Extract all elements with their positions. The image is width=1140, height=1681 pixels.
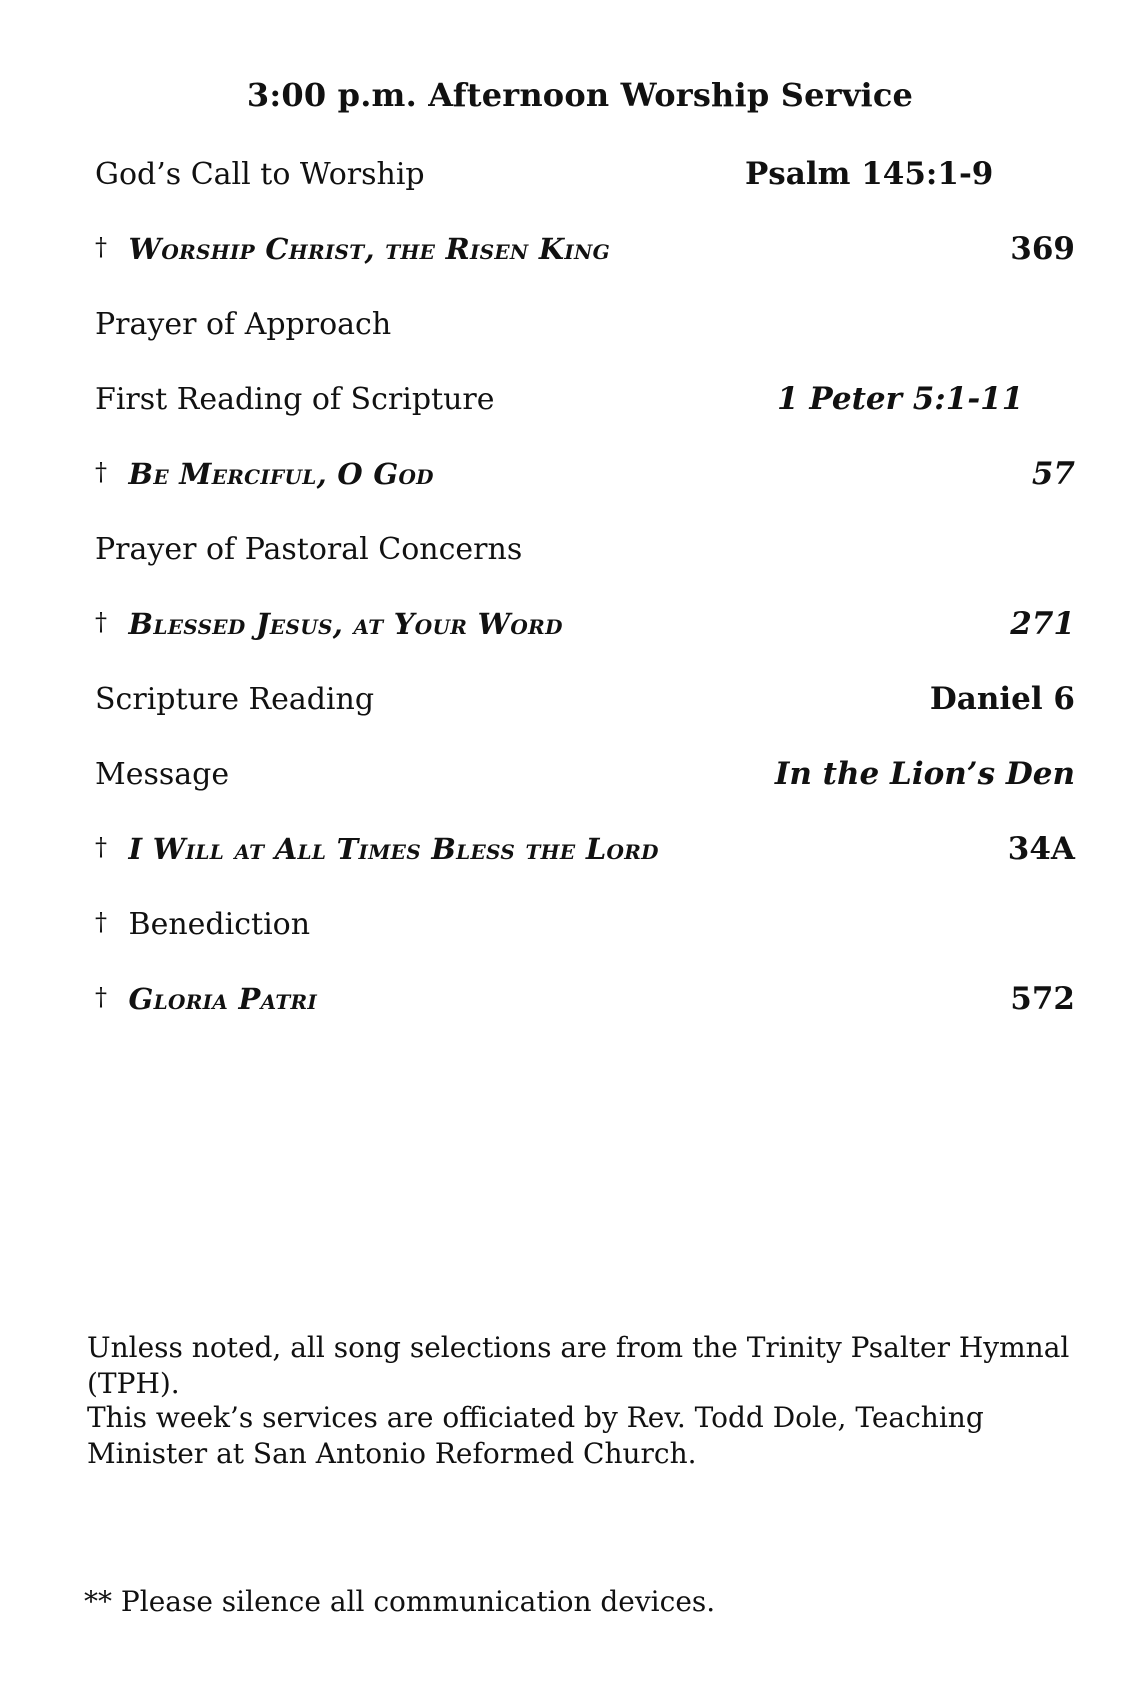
note-song-source: Unless noted, all song selections are from the Trinity Psalter Hymnal (TPH). — [87, 1331, 1070, 1400]
page-title: 3:00 p.m. Afternoon Worship Service — [246, 76, 914, 114]
hymn-title: Worship Christ, the Risen King — [128, 232, 611, 266]
dagger-mark: † — [95, 233, 107, 261]
order-item-scripture-reading — [95, 662, 1075, 737]
order-item-hymn-271 — [95, 587, 1075, 662]
order-item-message — [95, 737, 1075, 812]
dagger-mark: † — [95, 608, 107, 636]
order-item-prayer-of-approach — [95, 287, 1075, 362]
order-item-pastoral-prayer — [95, 512, 1075, 587]
hymn-number: 369 — [1010, 231, 1075, 267]
hymn-number: 57 — [1031, 456, 1075, 492]
note-silence-devices: ** Please silence all communication devices. — [84, 1585, 716, 1618]
scripture-reference: 1 Peter 5:1-11 — [777, 381, 1024, 417]
order-item-benediction — [95, 887, 1075, 962]
item-label: Prayer of Pastoral Concerns — [95, 532, 523, 567]
hymn-title: Blessed Jesus, at Your Word — [128, 607, 563, 641]
note-officiant: This week’s services are officiated by Rev. Todd Dole, Teaching Minister at San Antonio Reformed Church. — [87, 1401, 984, 1470]
hymn-number: 34A — [1007, 831, 1075, 867]
hymn-title: Gloria Patri — [128, 982, 318, 1016]
item-label: First Reading of Scripture — [95, 382, 495, 417]
dagger-mark: † — [95, 908, 107, 936]
item-label: Message — [95, 757, 230, 792]
order-item-call-to-worship — [95, 137, 1075, 212]
scripture-reference: Daniel 6 — [929, 681, 1075, 717]
hymn-number: 572 — [1010, 981, 1075, 1017]
order-item-hymn-572 — [95, 962, 1075, 1037]
dagger-mark: † — [95, 458, 107, 486]
item-label: God’s Call to Worship — [95, 157, 425, 192]
order-item-hymn-369 — [95, 212, 1075, 287]
sermon-title: In the Lion’s Den — [774, 756, 1075, 792]
hymn-number: 271 — [1010, 606, 1075, 642]
item-label: Scripture Reading — [95, 682, 375, 717]
dagger-mark: † — [95, 833, 107, 861]
order-item-hymn-57 — [95, 437, 1075, 512]
dagger-mark: † — [95, 983, 107, 1011]
hymn-title: I Will at All Times Bless the Lord — [128, 832, 659, 866]
scripture-reference: Psalm 145:1-9 — [745, 156, 994, 192]
order-of-worship — [95, 137, 1075, 1037]
order-item-hymn-34a — [95, 812, 1075, 887]
item-label: Prayer of Approach — [95, 307, 392, 342]
item-label: Benediction — [128, 907, 311, 942]
order-item-first-reading — [95, 362, 1075, 437]
hymn-title: Be Merciful, O God — [128, 457, 434, 491]
